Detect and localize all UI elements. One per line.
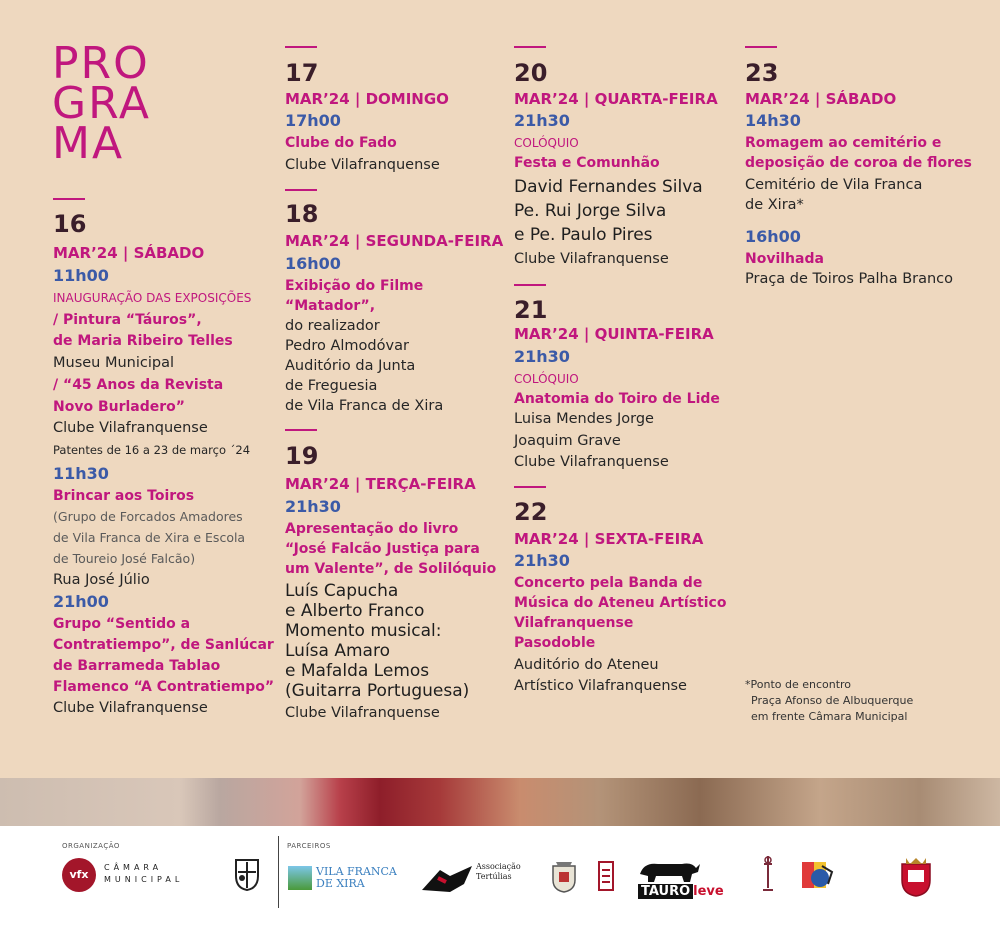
event-speaker: Momento musical:: [285, 621, 442, 641]
camara-municipal-logo-icon: [62, 858, 96, 892]
crest-icon: [232, 856, 262, 892]
event-title: deposição de coroa de flores: [745, 155, 972, 171]
day-date: MAR’24 | QUINTA-FEIRA: [514, 325, 714, 343]
footer-divider: [278, 836, 279, 908]
day-number: 23: [745, 59, 779, 87]
event-title: Novilhada: [745, 251, 824, 267]
event-detail: Clube Vilafranquense: [514, 454, 669, 470]
event-speaker: David Fernandes Silva: [514, 177, 703, 197]
event-detail: Clube Vilafranquense: [514, 251, 669, 267]
day-divider: [514, 46, 546, 48]
day-divider: [514, 486, 546, 488]
event-title: Exibição do Filme: [285, 278, 424, 294]
parish-crest-icon: [551, 860, 577, 894]
event-speaker: Pe. Rui Jorge Silva: [514, 201, 667, 221]
event-detail: Pedro Almodóvar: [285, 338, 409, 354]
event-title: Brincar aos Toiros: [53, 488, 195, 504]
event-detail: de Vila Franca de Xira: [285, 398, 444, 414]
organization-label: ORGANIZAÇÃO: [62, 842, 120, 850]
event-speaker: e Mafalda Lemos: [285, 661, 430, 681]
event-title: Apresentação do livro: [285, 521, 459, 537]
event-time: 21h30: [514, 551, 570, 570]
note-line: Praça Afonso de Albuquerque: [751, 694, 914, 707]
event-title: “Matador”,: [285, 298, 376, 314]
camara-logo-mark: vfx: [69, 868, 89, 881]
event-speaker: Luís Capucha: [285, 581, 399, 601]
camara-municipal-text: CÂMARA MUNICIPAL: [104, 863, 184, 884]
day-date: MAR’24 | SÁBADO: [53, 244, 205, 262]
event-time: 16h00: [285, 254, 341, 273]
event-title: Novo Burladero”: [53, 399, 185, 415]
junta-freguesia-emblem-icon: [760, 854, 776, 896]
event-title: “José Falcão Justiça para: [285, 541, 480, 557]
event-participants: (Grupo de Forcados Amadores: [53, 509, 243, 524]
event-detail: de Xira*: [745, 197, 804, 213]
title-line: MA: [52, 118, 125, 169]
event-participants: de Vila Franca de Xira e Escola: [53, 530, 246, 545]
event-title: Festa e Comunhão: [514, 155, 660, 171]
event-detail: do realizador: [285, 318, 380, 334]
event-title: Anatomia do Toiro de Lide: [514, 391, 720, 407]
day-date: MAR’24 | SEXTA-FEIRA: [514, 530, 704, 548]
day-divider: [285, 46, 317, 48]
day-divider: [53, 198, 85, 200]
event-time: 21h30: [514, 111, 570, 130]
event-title: Clube do Fado: [285, 135, 397, 151]
note-line: *Ponto de encontro: [745, 678, 852, 691]
day-date: MAR’24 | DOMINGO: [285, 90, 449, 108]
day-date: MAR’24 | SÁBADO: [745, 90, 897, 108]
day-divider: [745, 46, 777, 48]
event-detail: Praça de Toiros Palha Branco: [745, 271, 954, 287]
event-title: Vilafranquense: [514, 615, 634, 631]
event-title: Música do Ateneu Artístico: [514, 595, 727, 611]
event-title: Romagem ao cemitério e: [745, 135, 942, 151]
event-detail: Museu Municipal: [53, 355, 175, 371]
page-title: [52, 38, 151, 169]
event-time: 16h00: [745, 227, 801, 246]
event-detail: Rua José Júlio: [53, 572, 150, 588]
event-detail: Clube Vilafranquense: [285, 157, 440, 173]
event-speaker: (Guitarra Portuguesa): [285, 681, 470, 701]
event-type: INAUGURAÇÃO DAS EXPOSIÇÕES: [53, 291, 252, 305]
event-time: 11h30: [53, 464, 109, 483]
event-detail: Joaquim Grave: [514, 433, 621, 449]
day-divider: [285, 189, 317, 191]
event-time: 21h30: [514, 347, 570, 366]
tauroleve-logo-text: [638, 884, 724, 899]
event-speaker: e Alberto Franco: [285, 601, 425, 621]
day-number: 20: [514, 59, 548, 87]
event-time: 21h30: [285, 497, 341, 516]
photo-strip: [0, 778, 1000, 826]
day-number: 19: [285, 442, 319, 470]
event-time: 11h00: [53, 266, 109, 285]
vila-franca-logo-text: VILA FRANCA DE XIRA: [316, 865, 397, 890]
associacao-logo-text: Associação Tertúlias: [476, 862, 521, 881]
event-detail: Cemitério de Vila Franca: [745, 177, 923, 193]
event-detail: Artístico Vilafranquense: [514, 678, 687, 694]
day-date: MAR’24 | SEGUNDA-FEIRA: [285, 232, 504, 250]
event-detail: de Freguesia: [285, 378, 378, 394]
title-line: PRO: [52, 38, 150, 89]
event-title: um Valente”, de Solilóquio: [285, 561, 497, 577]
event-title: Flamenco “A Contratiempo”: [53, 679, 275, 695]
vila-franca-logo-icon: [288, 866, 312, 890]
day-number: 16: [53, 210, 87, 238]
event-title: / “45 Anos da Revista: [53, 377, 224, 393]
municipal-coat-of-arms-icon: [896, 856, 936, 898]
tauroleve-right: leve: [693, 884, 724, 899]
partners-label: PARCEIROS: [287, 842, 331, 850]
title-line: GRA: [52, 78, 151, 129]
event-speaker: e Pe. Paulo Pires: [514, 225, 653, 245]
event-type: COLÓQUIO: [514, 136, 579, 150]
day-number: 21: [514, 296, 548, 324]
forcados-emblem-icon: [596, 858, 616, 896]
event-title: de Maria Ribeiro Telles: [53, 333, 233, 349]
day-number: 17: [285, 59, 319, 87]
event-detail: Auditório do Ateneu: [514, 657, 659, 673]
ateneu-artistico-logo-icon: [800, 858, 836, 894]
tauroleve-left: TAURO: [638, 884, 693, 899]
event-title: / Pintura “Táuros”,: [53, 312, 202, 328]
event-title: Pasodoble: [514, 635, 596, 651]
day-divider: [514, 284, 546, 286]
bull-icon: [634, 856, 704, 884]
event-note: Patentes de 16 a 23 de março ´24: [53, 443, 251, 457]
day-number: 18: [285, 200, 319, 228]
event-title: Grupo “Sentido a: [53, 616, 191, 632]
event-participants: de Toureio José Falcão): [53, 551, 196, 566]
event-time: 21h00: [53, 592, 109, 611]
event-title: Concerto pela Banda de: [514, 575, 703, 591]
day-number: 22: [514, 498, 548, 526]
note-line: em frente Câmara Municipal: [751, 710, 908, 723]
day-date: MAR’24 | TERÇA-FEIRA: [285, 475, 476, 493]
event-title: de Barrameda Tablao: [53, 658, 221, 674]
event-title: Contratiempo”, de Sanlúcar: [53, 637, 274, 653]
event-detail: Luisa Mendes Jorge: [514, 411, 654, 427]
day-date: MAR’24 | QUARTA-FEIRA: [514, 90, 718, 108]
event-speaker: Luísa Amaro: [285, 641, 390, 661]
day-divider: [285, 429, 317, 431]
event-type: COLÓQUIO: [514, 372, 579, 386]
meeting-point-note: [745, 677, 913, 725]
event-detail: Auditório da Junta: [285, 358, 416, 374]
event-detail: Clube Vilafranquense: [53, 700, 208, 716]
event-detail: Clube Vilafranquense: [53, 420, 208, 436]
event-time: 14h30: [745, 111, 801, 130]
event-detail: Clube Vilafranquense: [285, 705, 440, 721]
event-time: 17h00: [285, 111, 341, 130]
bull-silhouette-icon: [420, 862, 474, 896]
